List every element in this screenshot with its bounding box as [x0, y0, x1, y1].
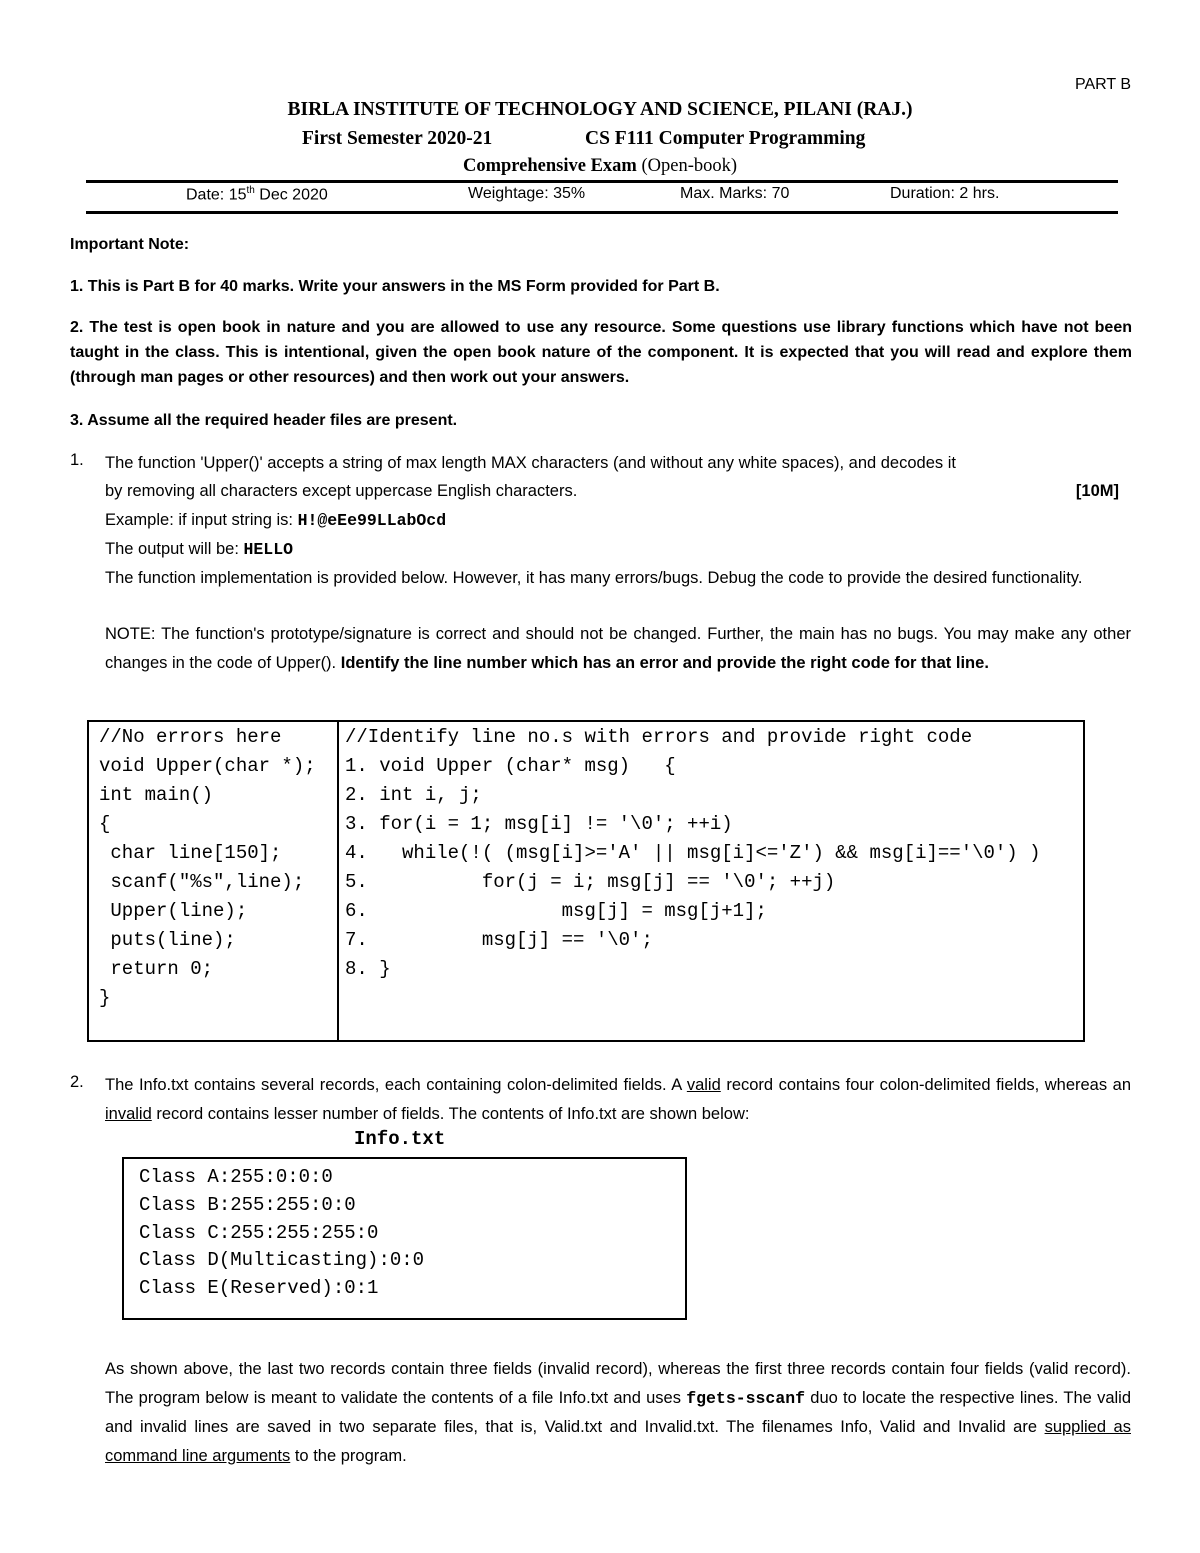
note-item-3: 3. Assume all the required header files are present.	[70, 412, 458, 429]
q1-line-1: The function 'Upper()' accepts a string of max length MAX characters (and without any white spaces), and decodes it	[105, 454, 956, 472]
main-code-line: }	[99, 987, 111, 1009]
exam-max-marks: Max. Marks: 70	[680, 185, 790, 202]
q1-note: NOTE: The function's prototype/signature is correct and should not be changed. Further, the main has no bugs. You may make any other changes in the code of Upper(). Identify the line number which has an error and provide the right code for that line.	[105, 625, 1131, 672]
q1-line-2-text: by removing all characters except uppercase English characters.	[105, 482, 578, 500]
upper-code-line: 4. while(!( (msg[i]>='A' || msg[i]<='Z') && msg[i]=='\0') )	[345, 842, 1041, 864]
main-code-line: Upper(line);	[99, 900, 248, 922]
exam-duration: Duration: 2 hrs.	[890, 185, 1000, 202]
institute-title: BIRLA INSTITUTE OF TECHNOLOGY AND SCIENCE, PILANI (RAJ.)	[287, 99, 913, 120]
main-code-column	[89, 722, 339, 1040]
info-file-line: Class C:255:255:255:0	[139, 1222, 379, 1244]
q2-valid-word: valid	[686, 1076, 721, 1094]
q1-output: The output will be: HELLO	[105, 540, 294, 559]
upper-code-line: 8. }	[345, 958, 391, 980]
course-text: CS F111 Computer Programming	[585, 128, 866, 149]
q2-description: As shown above, the last two records contain three fields (invalid record), whereas the first three records contain four fields (valid record). The program below is meant to validate the contents of a file Info.txt and uses fgets-sscanf duo to locate the respective lines. The valid and invalid lines are saved in two separate files, that is, Valid.txt and Invalid.txt. The filenames Info, Valid and Invalid are supplied as command line arguments to the program.	[105, 1360, 1131, 1465]
q1-implementation-text: The function implementation is provided below. However, it has many errors/bugs. Debug the code to provide the desired functionality.	[105, 569, 1083, 587]
q1-output-value: HELLO	[243, 540, 294, 559]
q2-number: 2.	[70, 1073, 84, 1091]
note-item-1: 1. This is Part B for 40 marks. Write your answers in the MS Form provided for Part B.	[70, 278, 720, 295]
main-code-line: puts(line);	[99, 929, 236, 951]
info-file-line: Class E(Reserved):0:1	[139, 1277, 379, 1299]
info-file-line: Class D(Multicasting):0:0	[139, 1249, 425, 1271]
upper-code-line: 1. void Upper (char* msg) {	[345, 755, 676, 777]
q1-line-2	[105, 477, 1131, 506]
upper-code-line: 5. for(j = i; msg[j] == '\0'; ++j)	[345, 871, 836, 893]
q1-example-value: H!@eEe99LLabOcd	[297, 511, 447, 530]
upper-code-line: 6. msg[j] = msg[j+1];	[345, 900, 767, 922]
info-file-title: Info.txt	[354, 1128, 446, 1150]
q2-command-line-args: supplied as command line arguments	[105, 1418, 1131, 1465]
exam-mode-text: (Open-book)	[641, 156, 738, 176]
part-label: PART B	[1074, 76, 1131, 93]
q1-note-instruction: Identify the line number which has an error and provide the right code for that line.	[340, 653, 989, 672]
q2-intro: The Info.txt contains several records, each containing colon-delimited fields. A valid record contains four colon-delimited fields, whereas an invalid record contains lesser number of fields. The contents of Info.txt are shown below:	[105, 1076, 1131, 1123]
main-code-line: void Upper(char *);	[99, 755, 316, 777]
exam-title	[0, 156, 1200, 177]
note-item-2: 2. The test is open book in nature and you are allowed to use any resource. Some questions use library functions which have not been taught in the class. This is intentional, given the open book nature of the component. It is expected that you will read and explore them (through man pages or other resources) and then work out your answers.	[70, 319, 1132, 386]
q1-number: 1.	[70, 451, 84, 469]
info-file-line: Class A:255:0:0:0	[139, 1166, 333, 1188]
main-code-line: scanf("%s",line);	[99, 871, 305, 893]
info-file-box	[122, 1157, 687, 1320]
exam-date: Date: 15th Dec 2020	[186, 185, 328, 204]
main-code-line: //No errors here	[99, 726, 282, 748]
main-code-line: return 0;	[99, 958, 214, 980]
header-rule-top	[86, 180, 1118, 183]
upper-code-column	[337, 722, 1083, 1040]
exam-title-text: Comprehensive Exam	[462, 156, 637, 176]
upper-code-line: //Identify line no.s with errors and provide right code	[345, 726, 973, 748]
q2-invalid-word: invalid	[105, 1104, 152, 1123]
notes-heading: Important Note:	[70, 236, 190, 253]
upper-code-line: 2. int i, j;	[345, 784, 482, 806]
q1-marks: [10M]	[1075, 482, 1119, 500]
q1-example: Example: if input string is: H!@eEe99LLabOcd	[105, 511, 447, 530]
q1-code-table	[87, 720, 1085, 1042]
main-code-line: {	[99, 813, 111, 835]
info-file-line: Class B:255:255:0:0	[139, 1194, 356, 1216]
header-rule-bottom	[86, 211, 1118, 214]
semester-text: First Semester 2020-21	[302, 128, 493, 149]
upper-code-line: 3. for(i = 1; msg[i] != '\0'; ++i)	[345, 813, 733, 835]
main-code-line: char line[150];	[99, 842, 282, 864]
upper-code-line: 7. msg[j] == '\0';	[345, 929, 653, 951]
main-code-line: int main()	[99, 784, 214, 806]
exam-weightage: Weightage: 35%	[468, 185, 586, 202]
q2-fgets-sscanf: fgets-sscanf	[686, 1388, 806, 1408]
